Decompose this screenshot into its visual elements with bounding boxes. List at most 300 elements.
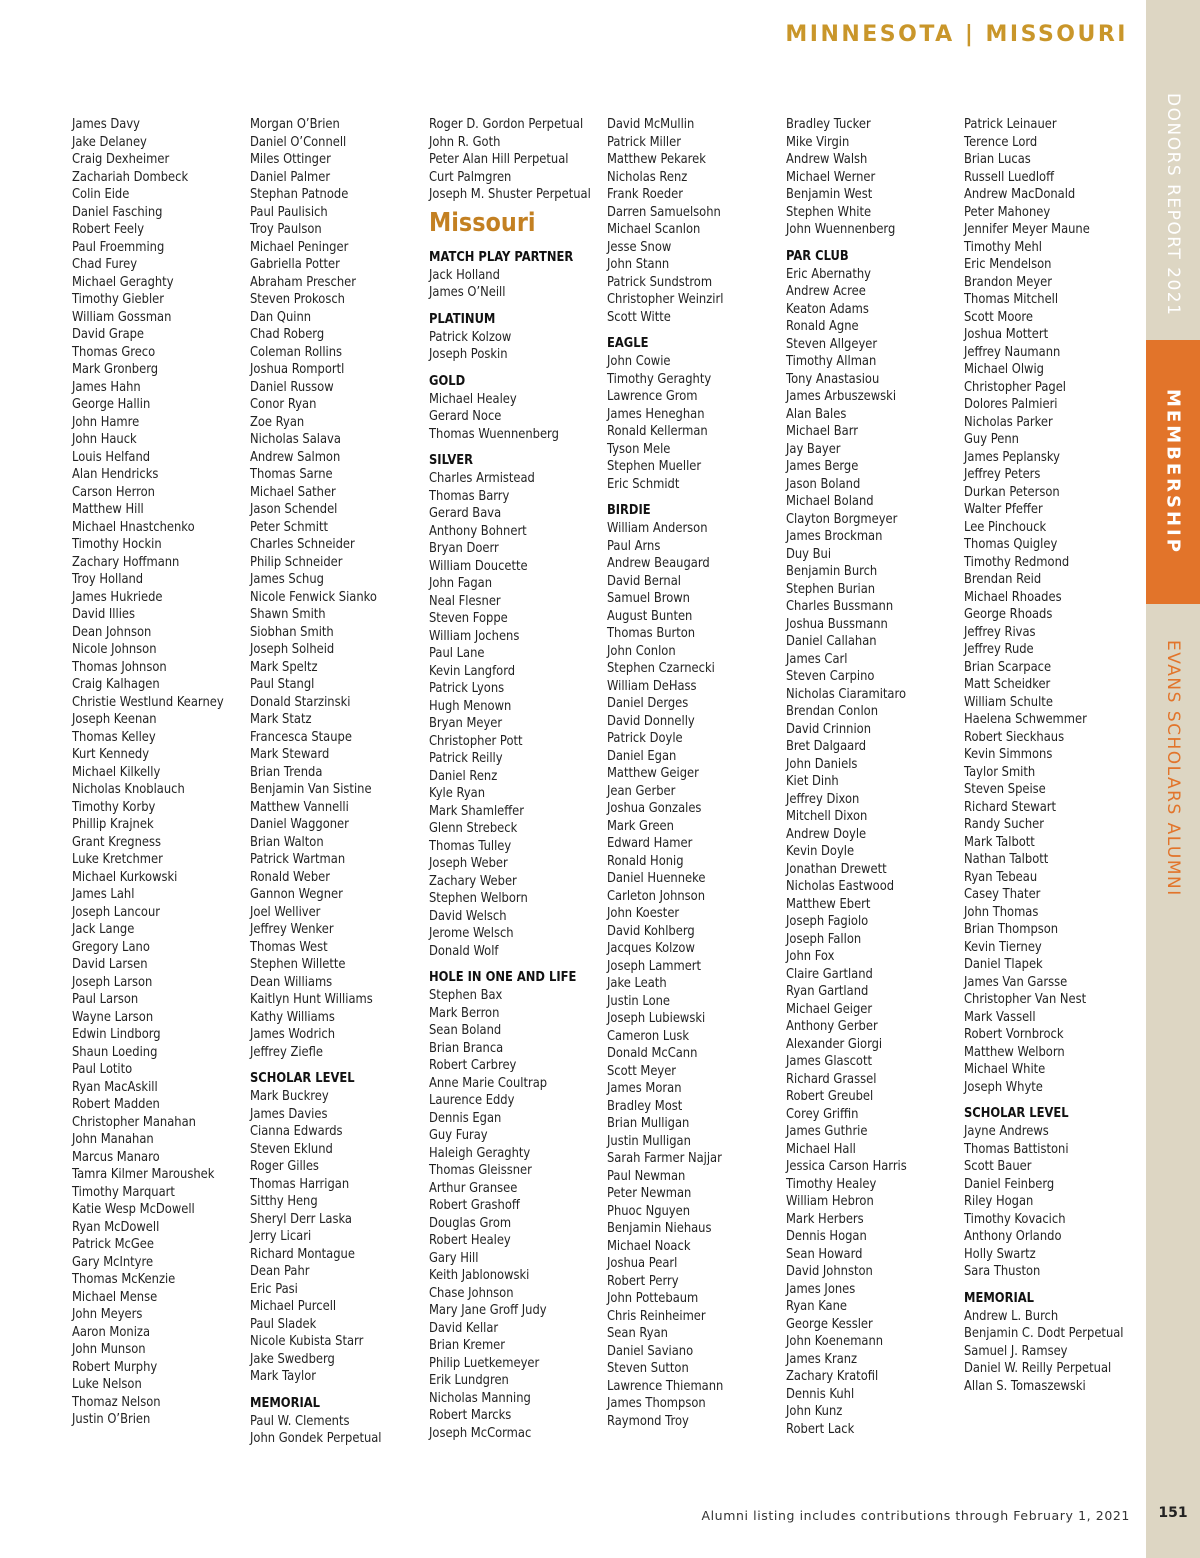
donor-name: Katie Wesp McDowell [72,1202,195,1217]
donor-name: Jessica Carson Harris [786,1159,907,1174]
donor-name: Anthony Orlando [964,1229,1062,1244]
donor-name: Craig Dexheimer [72,152,170,167]
donor-name: Anthony Bohnert [429,523,527,539]
donor-name: Dolores Palmieri [964,397,1058,412]
donor-name: Joseph Keenan [72,712,157,727]
donor-name: Sitthy Heng [250,1194,318,1209]
donor-name: Hugh Menown [429,698,512,714]
donor-name: Joseph Lubiewski [607,1011,706,1026]
donor-name: Bradley Tucker [786,117,871,132]
donor-name: Charles Armistead [429,471,535,486]
sidebar-membership-label: MEMBERSHIP [1162,389,1184,555]
donor-name: Joseph Larson [72,974,153,990]
donor-name: Paul Larson [72,992,139,1007]
donor-name: Mary Jane Groff Judy [429,1303,547,1318]
donor-name: Wayne Larson [72,1009,154,1025]
donor-name: Phillip Krajnek [72,817,154,832]
donor-name: Nicholas Knoblauch [72,782,185,797]
donor-name: Durkan Peterson [964,484,1060,500]
level-heading: MEMORIAL [250,1395,320,1411]
donor-name: Francesca Staupe [250,729,352,745]
donor-name: Thomas Barry [429,488,510,504]
donor-name: Ryan Kane [786,1299,847,1314]
donor-name: Timothy Marquart [72,1184,175,1200]
donor-name: Thomas Quigley [964,537,1058,552]
donor-name: Kevin Tierney [964,939,1042,955]
donor-name: Duy Bui [786,546,832,562]
donor-name: Peter Schmitt [250,519,329,535]
donor-name: Ryan Gartland [786,984,869,999]
donor-name: David Johnston [786,1264,873,1279]
donor-name: Sheryl Derr Laska [250,1211,352,1227]
donor-name: Joshua Mottert [964,327,1049,342]
donor-name: John Fox [786,949,835,964]
donor-name: Michael Noack [607,1238,691,1254]
donor-name: John Daniels [786,756,858,772]
donor-name: Steven Allgeyer [786,336,878,352]
donor-name: Terence Lord [964,134,1038,150]
donor-name: Michael Purcell [250,1299,337,1314]
donor-name: Troy Paulson [250,222,322,237]
donor-name: Claire Gartland [786,966,873,982]
donor-name: Guy Furay [429,1128,488,1143]
donor-name: Nicholas Salava [250,432,341,447]
donor-name: Paul Stangl [250,677,315,692]
donor-name: Jack Lange [72,922,135,937]
donor-name: Mark Statz [250,712,312,727]
donor-name: Mike Virgin [786,134,850,150]
donor-name: Christopher Pott [429,733,523,749]
donor-name: Joshua Pearl [607,1256,678,1271]
donor-name: Philip Schneider [250,554,343,570]
donor-name: George Kessler [786,1316,873,1332]
donor-name: James Kranz [786,1351,858,1367]
donor-name: Andrew Walsh [786,152,868,167]
donor-name: Joseph Fallon [786,931,862,947]
donor-name: Michael Hall [786,1141,856,1157]
donor-name: Corey Griffin [786,1106,859,1122]
donor-name: John Meyers [72,1307,143,1322]
donor-name: Samuel J. Ramsey [964,1343,1068,1359]
donor-name: Stephan Patnode [250,187,349,202]
donor-name: Michael Scanlon [607,222,701,237]
donor-name: Matt Scheidker [964,677,1051,692]
donor-name: Patrick Kolzow [429,329,512,345]
donor-name: Michael Olwig [964,362,1044,377]
donor-name: Shaun Loeding [72,1044,158,1060]
donor-name: George Rhoads [964,607,1053,622]
donor-name: Justin Mulligan [607,1133,691,1149]
donor-name: William Doucette [429,558,528,574]
donor-name: James Carl [786,651,848,667]
donor-name: Holly Swartz [964,1246,1036,1262]
donor-name: James Van Garsse [964,974,1068,990]
donor-name: Jeffrey Wenker [250,922,334,937]
level-heading: PLATINUM [429,311,496,327]
donor-name: Donald McCann [607,1046,698,1061]
donor-name: Christopher Pagel [964,379,1067,395]
donor-name: Dennis Kuhl [786,1386,855,1402]
donor-name: David Donnelly [607,713,695,729]
level-heading: MATCH PLAY PARTNER [429,249,574,265]
donor-name: James Davies [250,1106,328,1122]
donor-name: Luke Nelson [72,1377,142,1392]
donor-name: Dean Johnson [72,624,152,640]
donor-name: Joseph Lammert [607,958,702,974]
donor-name: Patrick Leinauer [964,117,1057,132]
donor-name: Samuel Brown [607,591,690,606]
donor-name: Robert Vornbrock [964,1027,1064,1042]
donor-name: Daniel O’Connell [250,134,347,150]
donor-name: Glenn Strebeck [429,821,518,836]
donor-name: John Cowie [607,354,671,369]
donor-name: Troy Holland [72,572,144,587]
donor-name: Thomas McKenzie [72,1272,176,1287]
donor-name: Thomas Burton [607,626,696,641]
donor-name: Ryan Tebeau [964,869,1038,885]
donor-name: Carson Herron [72,484,155,500]
donor-name: Jake Swedberg [250,1351,335,1367]
donor-name: Kevin Langford [429,663,516,679]
donor-name: James Arbuszewski [786,389,897,404]
donor-name: Randy Sucher [964,817,1044,832]
donor-name: Edwin Lindborg [72,1027,161,1042]
donor-name: Abraham Prescher [250,274,356,290]
donor-name: James Heneghan [607,406,705,422]
donor-name: Kevin Simmons [964,747,1053,762]
donor-name: William Anderson [607,521,708,536]
donor-name: John Stann [607,257,670,272]
level-heading: SCHOLAR LEVEL [250,1071,355,1086]
donor-name: William Hebron [786,1194,874,1209]
donor-name: Andrew L. Burch [964,1308,1059,1324]
donor-name: Benjamin C. Dodt Perpetual [964,1326,1124,1341]
donor-name: Zoe Ryan [250,414,305,430]
donor-name: John Conlon [607,643,676,659]
donor-name: Jason Schendel [250,502,338,517]
donor-name: Joseph M. Shuster Perpetual [429,187,591,202]
donor-name: Erik Lundgren [429,1373,509,1388]
donor-name: William Jochens [429,628,520,644]
donor-name: Russell Luedloff [964,169,1055,185]
donor-name: Scott Meyer [607,1063,677,1079]
donor-name: Gregory Lano [72,939,150,955]
donor-name: Luke Kretchmer [72,852,163,867]
donor-name: Lee Pinchouck [964,519,1047,535]
donor-name: Daniel Tlapek [964,957,1043,972]
donor-name: Eric Mendelson [964,257,1052,272]
donor-name: Laurence Eddy [429,1093,515,1108]
donor-name: Jennifer Meyer Maune [964,222,1090,237]
donor-name: Daniel Saviano [607,1343,694,1359]
donor-name: Matthew Vannelli [250,799,349,815]
donor-name: Colin Eide [72,187,130,202]
donor-name: Daniel Derges [607,696,689,711]
donor-name: Paul Sladek [250,1316,317,1332]
level-heading: HOLE IN ONE AND LIFE [429,970,577,985]
donor-name: Joseph Poskin [429,347,508,362]
donor-name: Michael Hnastchenko [72,519,195,535]
donor-name: Brian Mulligan [607,1116,690,1131]
donor-name: Donald Starzinski [250,694,351,710]
donor-name: Mark Buckrey [250,1089,329,1104]
donor-name: David Grape [72,327,145,342]
donor-name: Christopher Manahan [72,1114,196,1130]
donor-name: Joseph Lancour [72,904,160,920]
donor-name: John Koester [607,906,680,921]
donor-name: Brandon Meyer [964,274,1052,290]
donor-name: Christopher Van Nest [964,992,1087,1007]
level-heading: GOLD [429,373,466,389]
donor-name: Richard Montague [250,1246,355,1262]
donor-name: Paul Lotito [72,1062,133,1077]
donor-name: Peter Newman [607,1186,692,1201]
donor-name: Lawrence Grom [607,389,698,404]
donor-name: Brian Trenda [250,764,323,780]
donor-name: Miles Ottinger [250,152,331,167]
level-heading: SILVER [429,453,473,468]
donor-name: Mark Vassell [964,1009,1036,1025]
donor-name: Mark Shamleffer [429,803,524,819]
donor-name: Peter Alan Hill Perpetual [429,152,569,167]
donor-name: Jay Bayer [786,441,841,457]
donor-name: Steven Foppe [429,611,508,626]
donor-name: Jayne Andrews [964,1124,1049,1139]
donor-name: Nicole Fenwick Sianko [250,589,377,605]
donor-name: Joel Welliver [250,904,321,920]
donor-name: James Hukriede [72,589,163,605]
donor-name: Steven Prokosch [250,292,345,307]
donor-name: Daniel Fasching [72,204,163,220]
donor-name: Daniel W. Reilly Perpetual [964,1361,1112,1376]
donor-name: Patrick Wartman [250,852,346,867]
donor-name: Brian Branca [429,1040,504,1056]
donor-name: Mitchell Dixon [786,809,868,824]
donor-name: James Peplansky [964,449,1060,465]
donor-name: Justin O’Brien [72,1412,151,1427]
donor-name: William Schulte [964,694,1053,710]
donor-name: James Guthrie [786,1124,868,1139]
donor-name: John R. Goth [429,134,501,150]
donor-name: Kaitlyn Hunt Williams [250,992,373,1007]
donor-name: Ryan MacAskill [72,1079,158,1095]
donor-name: Charles Schneider [250,537,355,552]
donor-name: Neal Flesner [429,593,501,609]
donor-name: Robert Madden [72,1097,160,1112]
donor-name: David Kellar [429,1320,499,1336]
donor-name: William Gossman [72,309,172,325]
donor-name: Tony Anastasiou [786,371,880,387]
level-heading: EAGLE [607,336,649,351]
sidebar-alumni-label: EVANS SCHOLARS ALUMNI [1163,639,1183,897]
donor-name: Bradley Most [607,1098,683,1114]
donor-name: David Illies [72,607,135,622]
donor-name: Timothy Healey [786,1176,877,1192]
donor-name: Stephen Welborn [429,891,528,906]
donor-name: Ronald Kellerman [607,424,708,439]
donor-name: Jeffrey Rivas [964,624,1036,640]
donor-name: Robert Greubel [786,1089,874,1104]
donor-name: Mark Talbott [964,834,1035,850]
donor-name: Nicholas Eastwood [786,879,895,894]
donor-name: Keith Jablonowski [429,1268,530,1283]
donor-name: Matthew Ebert [786,896,871,912]
donor-name: Curt Palmgren [429,169,512,185]
donor-name: Thomas Sarne [250,467,333,482]
donor-name: Thomas Harrigan [250,1176,350,1192]
donor-name: Tyson Mele [607,441,671,457]
donor-name: Kurt Kennedy [72,747,150,762]
donor-name: John Wuennenberg [786,222,896,237]
donor-name: John Kunz [786,1404,843,1419]
donor-name: Nicole Johnson [72,642,157,657]
donor-name: Stephen Bax [429,988,503,1003]
donor-name: Eric Abernathy [786,266,871,282]
donor-name: Clayton Borgmeyer [786,511,898,527]
donor-name: Richard Grassel [786,1071,877,1087]
donor-name: Bryan Meyer [429,716,503,731]
donor-name: Sean Howard [786,1246,863,1262]
donor-name: Patrick McGee [72,1237,154,1252]
donor-name: John Pottebaum [607,1291,699,1306]
footer-note: Alumni listing includes contributions through February 1, 2021 [701,1508,1130,1523]
donor-name: James Berge [786,459,859,474]
level-heading: PAR CLUB [786,248,849,264]
donor-name: Anthony Gerber [786,1019,878,1034]
donor-name: Steven Sutton [607,1361,689,1376]
donor-name: Alan Bales [786,406,847,422]
donor-name: Timothy Giebler [72,292,164,307]
donor-name: Douglas Grom [429,1215,512,1231]
sidebar-donors-report-label: DONORS REPORT 2021 [1163,93,1183,317]
donor-name: James Davy [72,117,140,132]
donor-name: Eric Schmidt [607,476,680,492]
donor-name: Patrick Doyle [607,731,683,746]
donor-name: Michael Healey [429,391,517,407]
donor-name: James Hahn [72,379,141,395]
donor-name: Andrew Acree [786,284,866,299]
donor-name: Robert Sieckhaus [964,729,1065,745]
level-heading: SCHOLAR LEVEL [964,1106,1069,1121]
donor-name: Richard Stewart [964,799,1057,815]
donor-name: Dennis Egan [429,1110,502,1126]
donor-name: Jerome Welsch [429,926,514,941]
donor-name: John Fagan [429,576,492,591]
donor-name: Robert Carbrey [429,1058,517,1073]
donor-name: Haleigh Geraghty [429,1145,531,1161]
donor-name: Gerard Noce [429,409,502,424]
donor-name: Eric Pasi [250,1281,298,1297]
donor-name: Michael Kilkelly [72,764,161,780]
donor-name: Paul Froemming [72,239,165,255]
donor-name: Casey Thater [964,887,1041,902]
donor-name: Scott Witte [607,309,671,325]
donor-name: Craig Kalhagen [72,677,160,692]
donor-name: Daniel Egan [607,748,677,764]
donor-name: Michael White [964,1062,1046,1077]
donor-name: Daniel Waggoner [250,817,349,832]
donor-name: Brian Scarpace [964,659,1052,675]
donor-name: Joseph Solheid [250,642,335,657]
donor-name: Andrew Beaugard [607,556,710,571]
donor-name: Alan Hendricks [72,467,159,482]
donor-name: Siobhan Smith [250,624,334,640]
donor-name: Jesse Snow [607,239,672,255]
donor-name: Scott Bauer [964,1159,1032,1174]
donor-name: Michael Kurkowski [72,869,178,885]
donor-name: Jason Boland [786,476,861,492]
donor-name: Joshua Bussmann [786,616,888,632]
donor-name: Thomas Mitchell [964,292,1059,307]
donor-name: Keaton Adams [786,301,869,317]
donor-name: Matthew Welborn [964,1044,1065,1060]
donor-name: John Thomas [964,904,1039,920]
donor-name: Benjamin Van Sistine [250,782,372,797]
donor-name: Stephen White [786,204,872,220]
donor-column-2 [250,116,422,1448]
donor-name: Allan S. Tomaszewski [964,1378,1086,1394]
donor-name: Joshua Romportl [250,362,345,377]
donor-name: David Larsen [72,957,148,972]
donor-name: Timothy Kovacich [964,1211,1066,1227]
donor-name: Michael Geiger [786,1001,873,1017]
donor-name: Nicholas Manning [429,1390,531,1406]
donor-name: Dean Williams [250,974,333,990]
donor-name: Daniel Feinberg [964,1176,1055,1192]
donor-name: Thomaz Nelson [72,1394,161,1410]
donor-name: Michael Rhoades [964,589,1062,605]
donor-name: Thomas Wuennenberg [429,426,559,442]
donor-name: Brian Walton [250,834,324,850]
section-sidebar [1146,0,1200,1558]
donor-name: Brian Thompson [964,922,1059,937]
donor-name: David Bernal [607,573,681,589]
donor-name: John Koenemann [786,1334,884,1349]
donor-name: Cianna Edwards [250,1124,343,1139]
donor-name: Philip Luetkemeyer [429,1355,540,1371]
donor-name: Zachariah Dombeck [72,169,189,185]
donor-name: Grant Kregness [72,834,162,850]
donor-name: Donald Wolf [429,943,499,959]
donor-name: Michael Mense [72,1289,158,1305]
donor-name: Brendan Reid [964,572,1042,587]
donor-name: David McMullin [607,117,695,132]
donor-name: Thomas Battistoni [964,1141,1069,1157]
donor-name: Thomas Greco [72,344,156,360]
donor-name: John Gondek Perpetual [250,1431,382,1446]
donor-name: Christopher Weinzirl [607,292,724,307]
donor-name: Coleman Rollins [250,344,343,360]
donor-name: Charles Bussmann [786,599,894,614]
donor-name: Stephen Mueller [607,459,702,474]
donor-name: Jake Leath [607,976,667,991]
donor-name: Robert Marcks [429,1408,512,1423]
donor-name: Brian Kremer [429,1338,506,1353]
donor-name: Patrick Lyons [429,681,505,696]
donor-name: Zachary Weber [429,873,517,889]
donor-name: Dean Pahr [250,1264,310,1279]
donor-name: Ronald Weber [250,869,330,885]
donor-name: Daniel Callahan [786,634,877,649]
donor-name: Brian Lucas [964,152,1031,167]
donor-name: Robert Murphy [72,1359,158,1375]
donor-name: Matthew Hill [72,502,144,517]
donor-name: Walter Pfeffer [964,502,1043,517]
donor-name: Jeffrey Peters [964,467,1041,482]
donor-name: Gerard Bava [429,506,502,521]
donor-name: Robert Lack [786,1421,855,1437]
donor-name: Steven Eklund [250,1141,333,1157]
